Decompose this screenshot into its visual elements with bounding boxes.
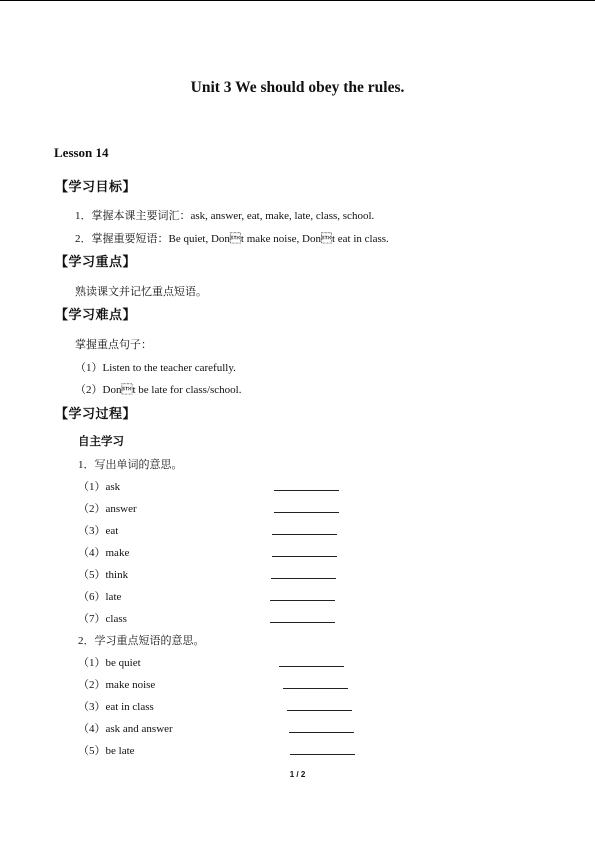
q2-prompt: 2．学习重点短语的意思。	[78, 635, 205, 647]
word-item: （2）answer	[78, 503, 137, 515]
difficulty-item: （2）Dont be late for class/school.	[75, 384, 242, 396]
answer-blank[interactable]	[274, 512, 339, 513]
answer-blank[interactable]	[283, 688, 348, 689]
difficulty-item: （1）Listen to the teacher carefully.	[75, 362, 236, 374]
answer-blank[interactable]	[290, 754, 355, 755]
section-heading-key-points: 【学习重点】	[55, 255, 137, 270]
word-item: （4）make	[78, 547, 130, 559]
answer-blank[interactable]	[274, 490, 339, 491]
phrase-item: （5）be late	[78, 745, 135, 757]
page-number: 1 / 2	[289, 770, 306, 779]
lesson-heading: Lesson 14	[54, 145, 109, 160]
objective-item: 2．掌握重要短语：Be quiet, Dont make noise, Dont eat in class.	[75, 233, 389, 245]
answer-blank[interactable]	[287, 710, 352, 711]
page-title: Unit 3 We should obey the rules.	[190, 79, 405, 96]
self-study-subheading: 自主学习	[78, 434, 124, 448]
word-item: （1）ask	[78, 481, 121, 493]
phrase-item: （3）eat in class	[78, 701, 154, 713]
word-item: （7）class	[78, 613, 127, 625]
word-item: （3）eat	[78, 525, 119, 537]
q1-prompt: 1．写出单词的意思。	[78, 459, 183, 471]
objective-item: 1．掌握本课主要词汇：ask, answer, eat, make, late, class, school.	[75, 210, 375, 222]
section-heading-process: 【学习过程】	[55, 407, 137, 422]
page-top-border	[0, 0, 595, 1]
answer-blank[interactable]	[270, 622, 335, 623]
answer-blank[interactable]	[270, 600, 335, 601]
answer-blank[interactable]	[272, 534, 337, 535]
word-item: （6）late	[78, 591, 122, 603]
answer-blank[interactable]	[272, 556, 337, 557]
phrase-item: （4）ask and answer	[78, 723, 173, 735]
answer-blank[interactable]	[271, 578, 336, 579]
key-points-text: 熟读课文并记忆重点短语。	[75, 286, 207, 298]
phrase-item: （1）be quiet	[78, 657, 141, 669]
word-item: （5）think	[78, 569, 129, 581]
difficulties-intro: 掌握重点句子：	[75, 339, 152, 351]
phrase-item: （2）make noise	[78, 679, 156, 691]
answer-blank[interactable]	[279, 666, 344, 667]
section-heading-difficulties: 【学习难点】	[55, 308, 137, 323]
section-heading-objectives: 【学习目标】	[55, 180, 137, 195]
answer-blank[interactable]	[289, 732, 354, 733]
